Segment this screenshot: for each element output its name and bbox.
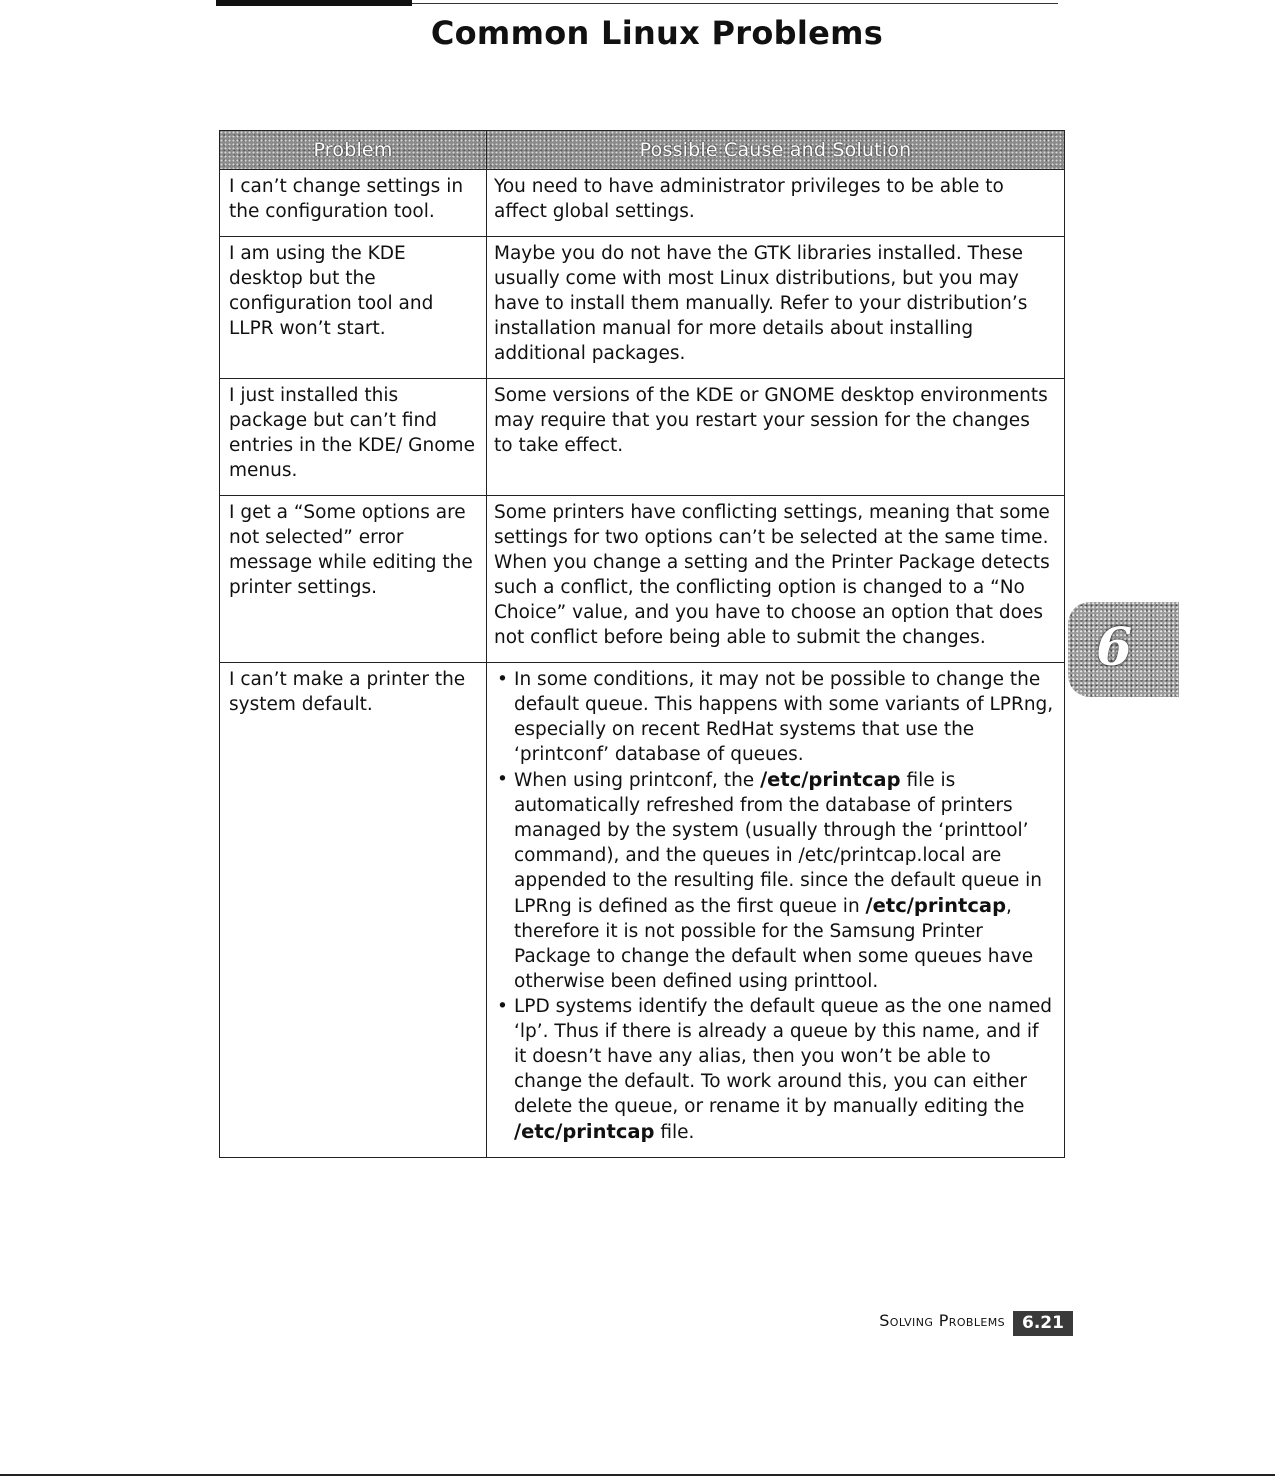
page-title: Common Linux Problems [430,14,884,52]
printcap-path: /etc/printcap [760,768,901,791]
solution-bullet [494,994,1054,1145]
table-row [220,496,1065,663]
problem-cell: I can’t change settings in the configuration tool. [220,170,487,237]
chapter-number: 6 [1096,617,1133,678]
solution-cell: Some versions of the KDE or GNOME desktop environments may require that you restart your session for the changes to take effect. [487,379,1065,496]
printcap-path: /etc/printcap [865,894,1007,917]
solution-bullet: • In some conditions, it may not be possible to change the default queue. This happens with some variants of LPRng, especially on recent RedHat systems that use the ‘printconf’ database of queues. [494,667,1054,767]
problems-table [219,130,1065,1158]
table-header-row [220,131,1065,170]
bullet-text: When using printconf, the [514,770,761,791]
solution-cell [487,663,1065,1158]
solution-cell: Maybe you do not have the GTK libraries installed. These usually come with most Linux distributions, but you may have to install them manually. Refer to your distribution’s installation manual for more details about installing additional packages. [487,237,1065,379]
footer-section-label: Solving Problems [879,1311,1005,1330]
solution-cell: Some printers have conflicting settings, meaning that some settings for two options can’t be selected at the same time. When you change a setting and the Printer Package detects such a conflict, the conflicting option is changed to a “No Choice” value, and you have to choose an option that does not conflict before being able to submit the changes. [487,496,1065,663]
header-rule-thin [412,3,1058,4]
problem-cell: I get a “Some options are not selected” error message while editing the printer settings. [220,496,487,663]
header-solution: Possible Cause and Solution [487,131,1065,170]
solution-cell: You need to have administrator privileges to be able to affect global settings. [487,170,1065,237]
chapter-tab [1068,602,1179,697]
printcap-path: /etc/printcap [514,1120,655,1143]
bullet-text: LPD systems identify the default queue as the one named ‘lp’. Thus if there is already a queue by this name, and if it doesn’t have any alias, then you won’t be able to change the default. To work around this, you can either delete the queue, or rename it by manually editing the [514,996,1053,1117]
table-row [220,663,1065,1158]
header-problem: Problem [220,131,487,170]
table-row [220,170,1065,237]
bottom-rule [0,1474,1275,1476]
header-rule-thick [216,0,412,6]
solution-bullet [494,767,1054,994]
bullet-text: file is automatically refreshed from the database of printers managed by the system (usually through the ‘printtool’ command), and the queues in /etc/printcap.local are appended to the resulting file. since the default queue in LPRng is defined as the first queue in [514,770,1042,917]
problem-cell: I am using the KDE desktop but the configuration tool and LLPR won’t start. [220,237,487,379]
problem-cell: I just installed this package but can’t find entries in the KDE/ Gnome menus. [220,379,487,496]
bullet-text: , therefore it is not possible for the Samsung Printer Package to change the default when some queues have otherwise been defined using printtool. [514,896,1034,992]
table-row [220,237,1065,379]
bullet-text: file. [654,1122,695,1143]
solution-bullet-list [494,667,1054,1145]
page-number: 6.21 [1013,1311,1073,1336]
problem-cell: I can’t make a printer the system default. [220,663,487,1158]
table-row [220,379,1065,496]
